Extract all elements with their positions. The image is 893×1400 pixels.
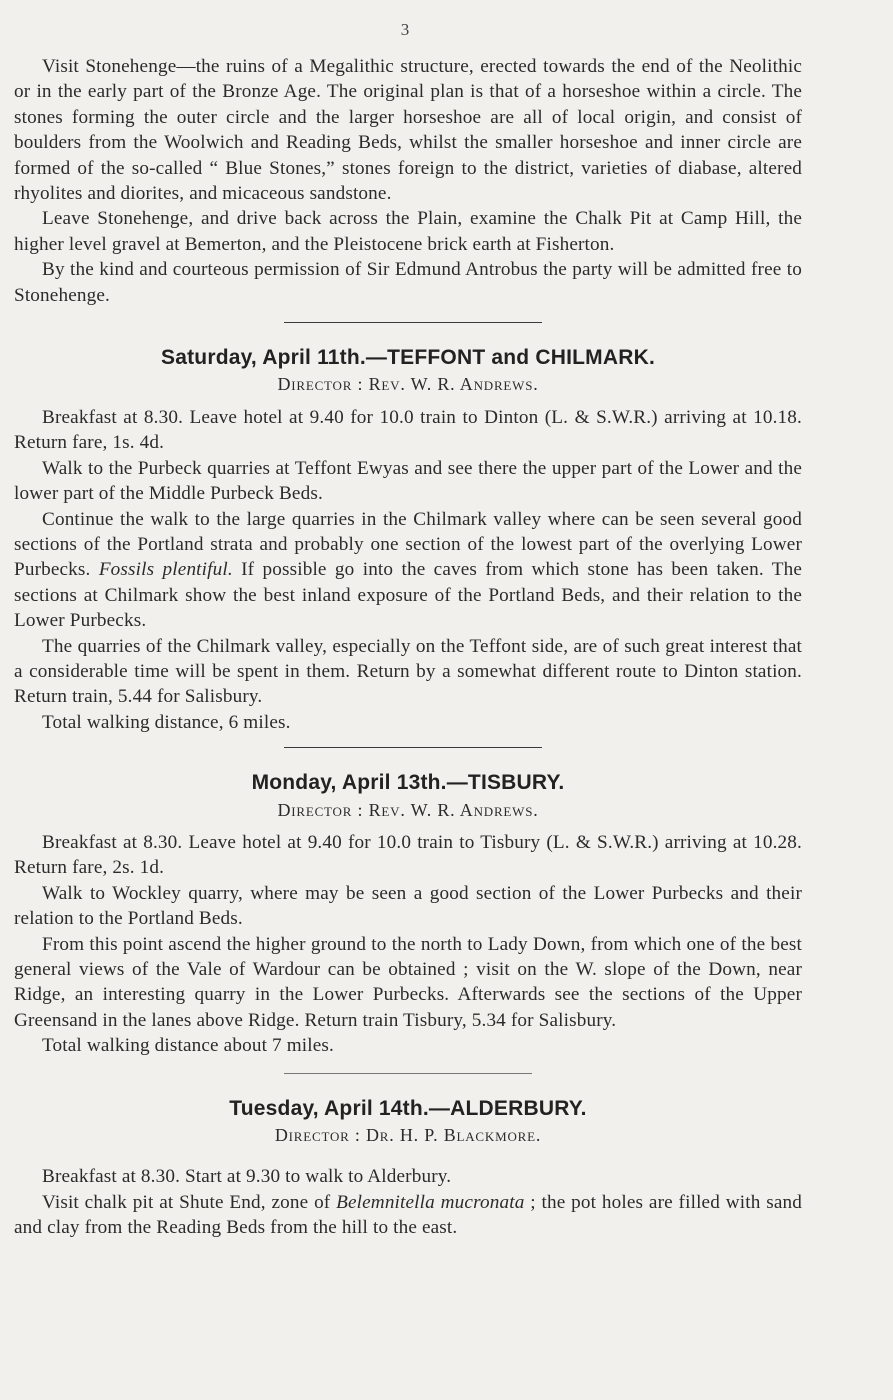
tuesday-heading: Tuesday, April 14th.—ALDERBURY. (229, 1096, 587, 1120)
saturday-distance: Total walking distance, 6 miles. (42, 711, 291, 733)
saturday-quarries (14, 507, 802, 634)
stonehenge-paragraph: Visit Stonehenge—the ruins of a Megalithic structure, erected towards the end of the Neolithic or in the early part of the Bronze Age. The original plan is that of a horseshoe within a circle. The stones forming the outer circle and the larger horseshoe are all of local origin, and consist of boulders from the Woolwich and Reading Beds, whilst the smaller horseshoe and inner circle are formed of the so-called “ Blue Stones,” stones foreign to the district, varieties of diabase, altered rhyolites and diorites, and micaceous sandstone. (14, 56, 802, 205)
page-number: 3 (400, 20, 410, 39)
saturday-quarries-text-b: If possible go into the caves from which stone has been taken. The sections at Chilmark show the best inland exposure of the Portland Beds, and their relation to the Lower Purbecks. (14, 559, 803, 632)
tuesday-chalk-pit-text-b: ; the pot holes are filled with sand and clay from the Reading Beds from the hill to the east. (14, 1191, 802, 1239)
saturday-breakfast: Breakfast at 8.30. Leave hotel at 9.40 for 10.0 train to Dinton (L. & S.W.R.) arriving at 10.18. Return fare, 1s. 4d. (14, 406, 802, 454)
page-body (14, 54, 802, 1241)
saturday-director: Director : Rev. W. R. Andrews. (277, 374, 539, 395)
saturday-walk: Walk to the Purbeck quarries at Teffont Ewyas and see there the upper part of the Lower and the lower part of the Middle Purbeck Beds. (14, 457, 802, 505)
monday-director: Director : Rev. W. R. Andrews. (277, 799, 539, 820)
monday-walk: Walk to Wockley quarry, where may be seen a good section of the Lower Purbecks and their relation to the Portland Beds. (14, 882, 802, 930)
species-name: Belemnitella mucronata (336, 1191, 525, 1213)
tuesday-breakfast: Breakfast at 8.30. Start at 9.30 to walk to Alderbury. (42, 1166, 452, 1188)
monday-heading: Monday, April 13th.—TISBURY. (251, 771, 565, 795)
section-divider (284, 1073, 532, 1074)
leave-stonehenge-paragraph: Leave Stonehenge, and drive back across the Plain, examine the Chalk Pit at Camp Hill, the higher level gravel at Bemerton, and the Pleistocene brick earth at Fisherton. (14, 208, 802, 255)
monday-breakfast: Breakfast at 8.30. Leave hotel at 9.40 for 10.0 train to Tisbury (L. & S.W.R.) arriving at 10.28. Return fare, 2s. 1d. (14, 831, 802, 879)
permission-paragraph: By the kind and courteous permission of Sir Edmund Antrobus the party will be admitted free to Stonehenge. (14, 259, 802, 306)
saturday-chilmark-valley: The quarries of the Chilmark valley, especially on the Teffont side, are of such great interest that a considerable time will be spent in them. Return by a somewhat different route to Dinton station. Return train, 5.44 for Salisbury. (14, 635, 802, 708)
fossils-note: Fossils plentiful. (98, 559, 233, 581)
section-divider (284, 747, 542, 748)
tuesday-chalk-pit (14, 1190, 802, 1241)
section-divider (284, 322, 542, 323)
monday-distance: Total walking distance about 7 miles. (42, 1035, 334, 1057)
saturday-heading: Saturday, April 11th.—TEFFONT and CHILMARK. (161, 346, 655, 370)
monday-lady-down: From this point ascend the higher ground to the north to Lady Down, from which one of the best general views of the Vale of Wardour can be obtained ; visit on the W. slope of the Down, near Ridge, an interesting quarry in the Lower Purbecks. Afterwards see the sections of the Upper Greensand in the lanes above Ridge. Return train Tisbury, 5.34 for Salisbury. (14, 933, 802, 1031)
tuesday-director: Director : Dr. H. P. Blackmore. (274, 1125, 542, 1146)
saturday-quarries-text-a: Continue the walk to the large quarries in the Chilmark valley where can be seen several good sections of the Portland strata and probably one section of the lowest part of the overlying Lower Purbecks. (14, 508, 802, 581)
tuesday-chalk-pit-text-a: Visit chalk pit at Shute End, zone of (42, 1191, 337, 1213)
